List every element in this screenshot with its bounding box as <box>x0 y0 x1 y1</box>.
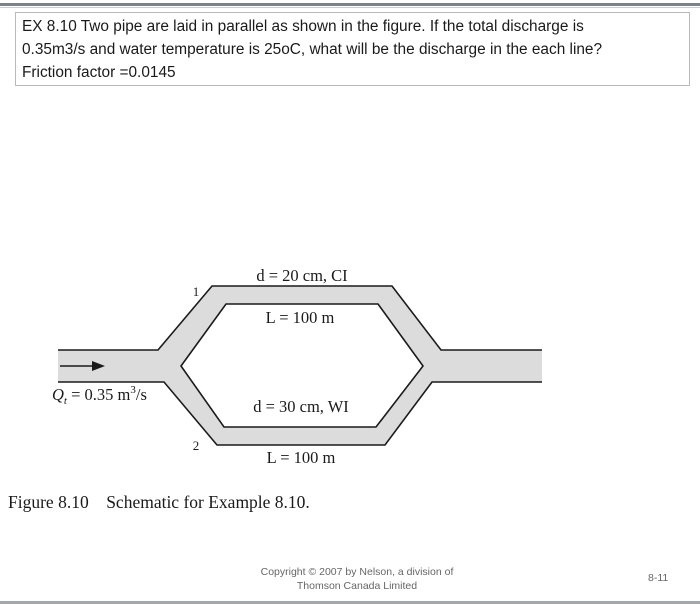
upper-pipe-diameter-label: d = 20 cm, CI <box>256 266 348 285</box>
upper-pipe-number: 1 <box>192 284 200 299</box>
inflow-symbol: Q <box>52 385 64 404</box>
page-number: 8-11 <box>648 572 669 584</box>
lower-pipe-number: 2 <box>192 438 200 453</box>
upper-pipe-length-label: L = 100 m <box>265 308 335 327</box>
lower-pipe-length-label: L = 100 m <box>266 448 336 467</box>
lower-pipe-diameter-label: d = 30 cm, WI <box>253 397 349 416</box>
bottom-border <box>0 601 700 604</box>
copyright-line-1: Copyright © 2007 by Nelson, a division of <box>260 566 454 578</box>
inflow-exponent: 3 <box>130 384 136 396</box>
copyright-line-2: Thomson Canada Limited <box>296 580 418 592</box>
problem-line-2: 0.35m3/s and water temperature is 25oC, what will be the discharge in the each line? <box>22 41 603 58</box>
copyright-notice <box>228 565 486 593</box>
problem-line-1: EX 8.10 Two pipe are laid in parallel as shown in the figure. If the total discharge is <box>22 18 584 35</box>
inflow-subscript: t <box>63 395 67 407</box>
problem-line-3: Friction factor =0.0145 <box>22 64 176 81</box>
figure-caption: Figure 8.10 Schematic for Example 8.10. <box>8 492 310 512</box>
inflow-value: = 0.35 m <box>66 385 131 404</box>
inflow-unit: /s <box>135 385 147 404</box>
inflow-label <box>52 384 147 407</box>
